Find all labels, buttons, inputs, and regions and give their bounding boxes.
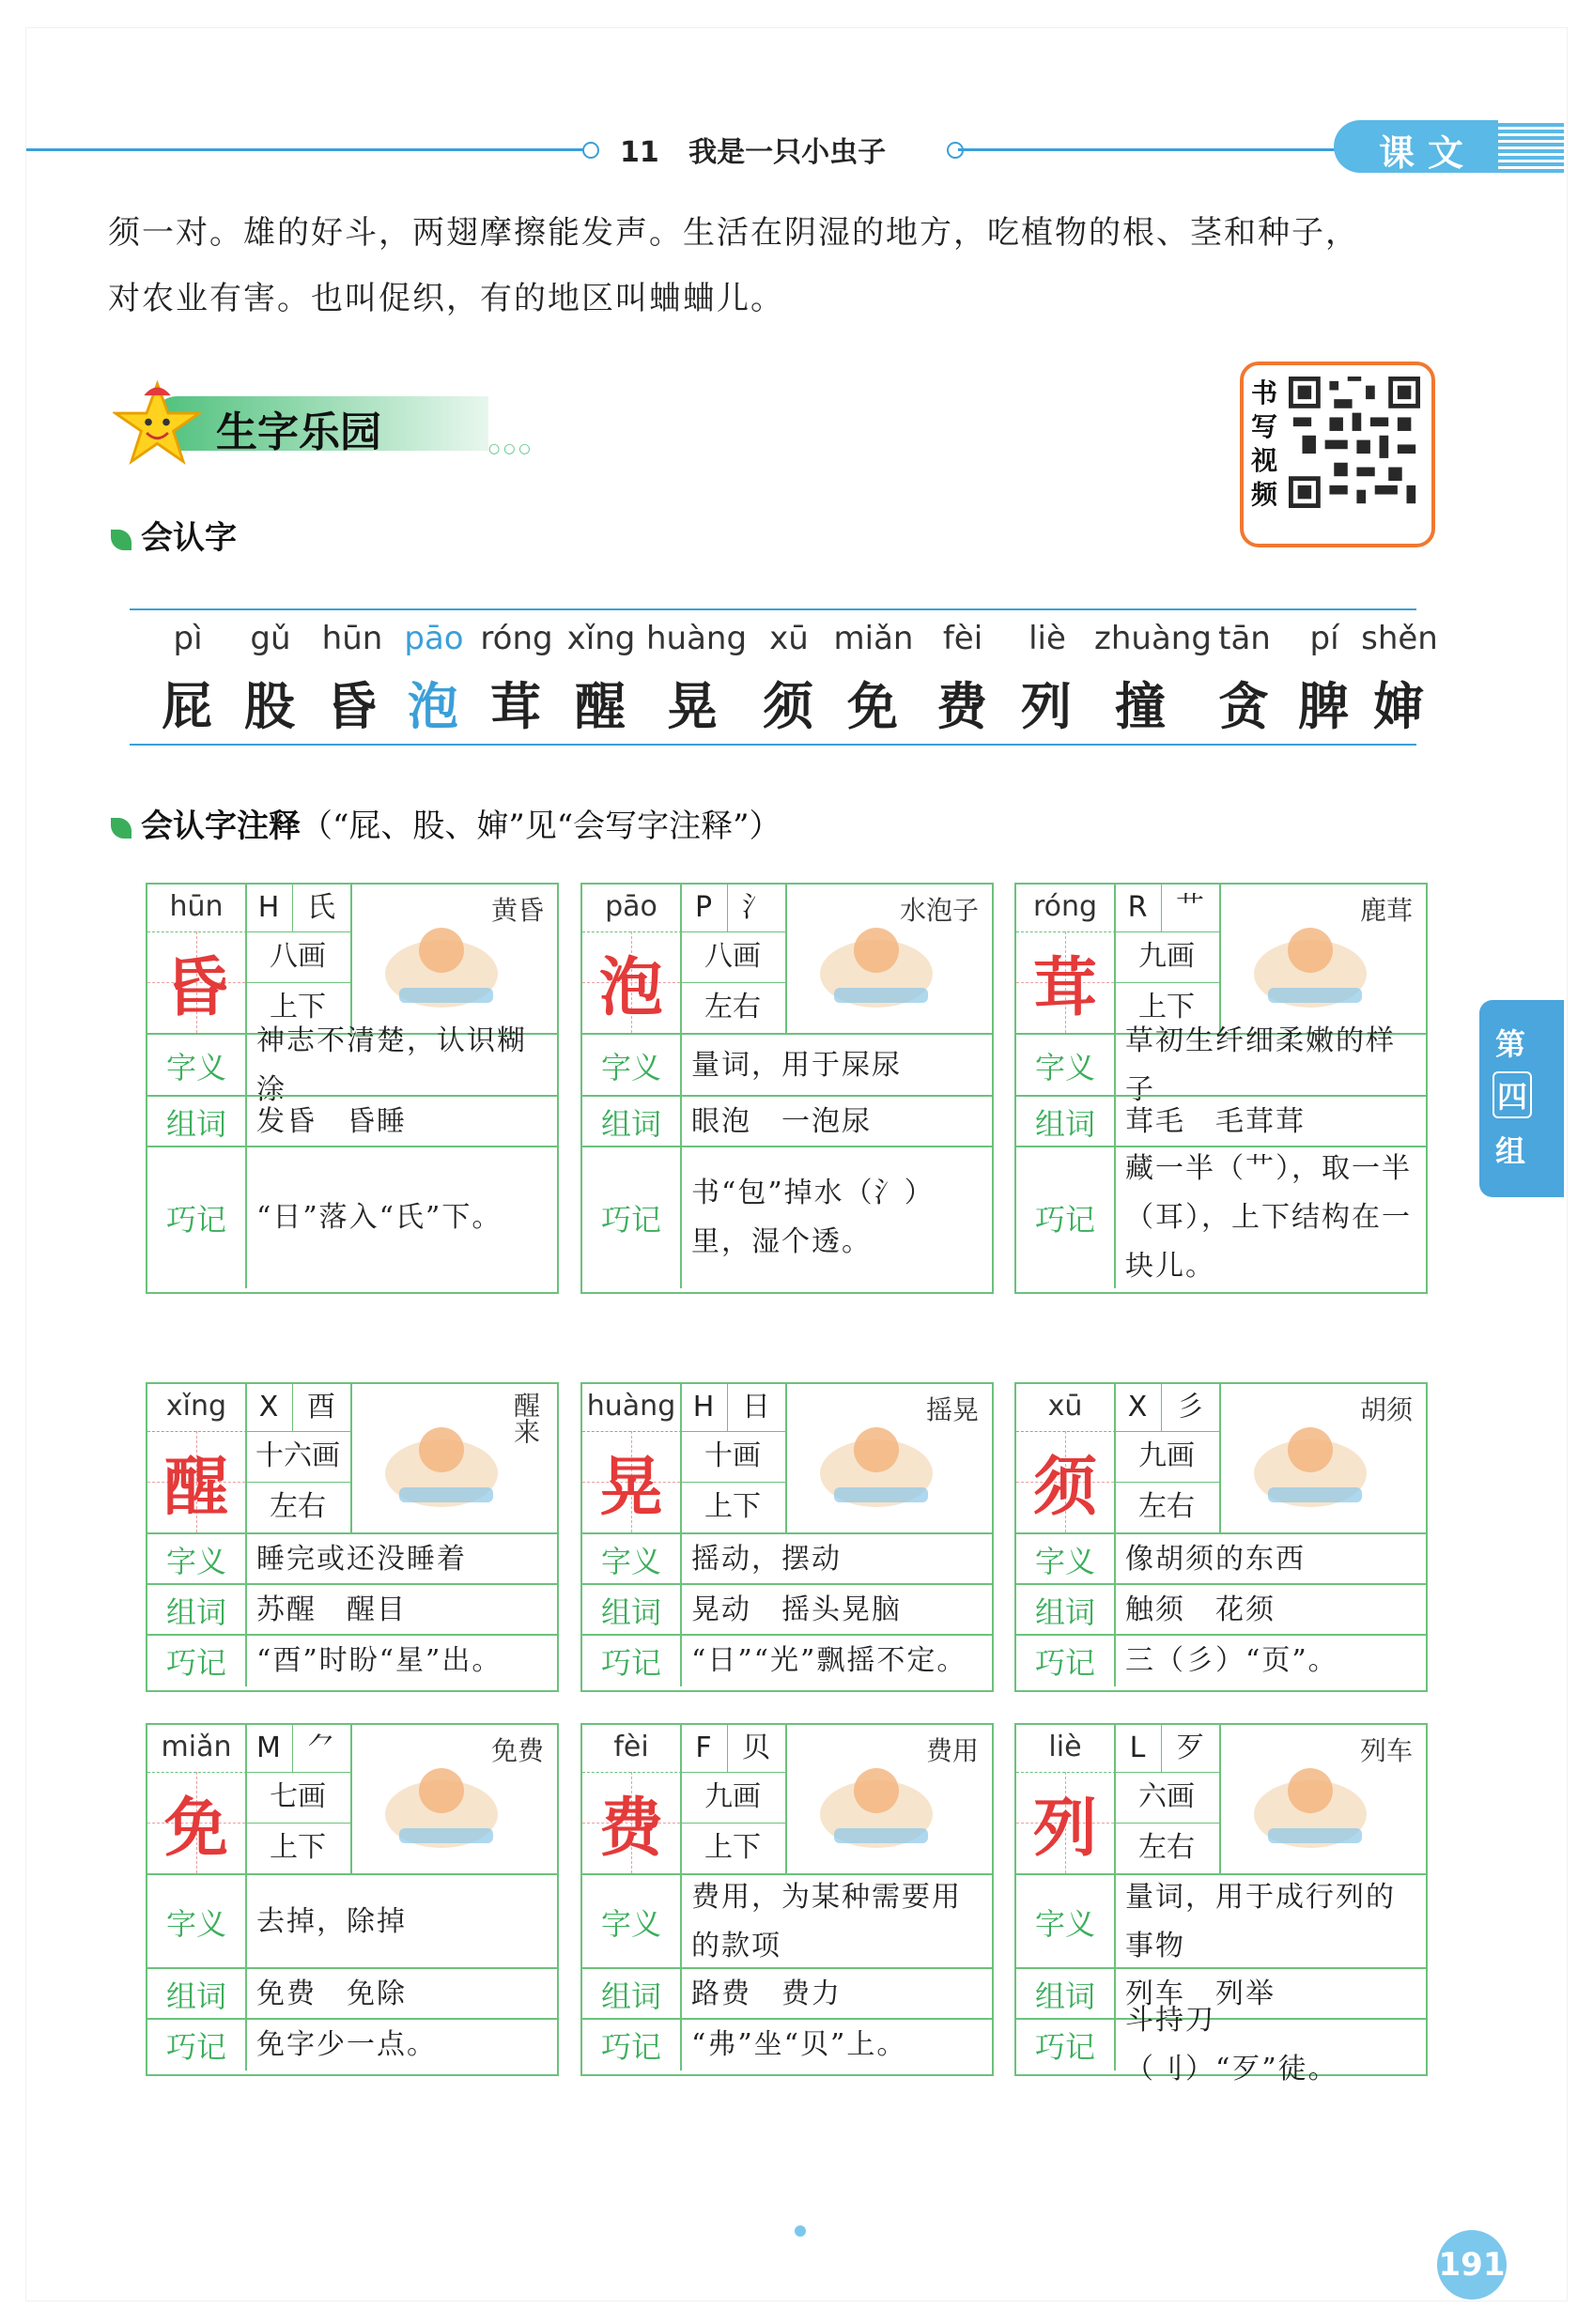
- intro-line-2: 对农业有害。也叫促织，有的地区叫蛐蛐儿。: [108, 280, 784, 317]
- card-pinyin: fèi: [582, 1725, 682, 1773]
- swinging-boy-icon: [787, 1384, 992, 1532]
- card-radical: ⺈: [292, 1725, 352, 1773]
- row-text: 神志不清楚，认识糊涂: [256, 1024, 527, 1106]
- row-text: 列车 列举: [1125, 1978, 1276, 2010]
- row-text: “日”“光”飘摇不定。: [691, 1644, 967, 1677]
- card-strokes: 七画: [245, 1772, 352, 1824]
- card-radical: 彡: [1161, 1384, 1221, 1432]
- row-label: 组词: [1016, 1969, 1116, 2020]
- card-row-meaning: [582, 1532, 992, 1585]
- card-strokes: 九画: [680, 1772, 787, 1824]
- hanzi: 婶: [1373, 676, 1426, 736]
- shop-icon: [352, 1725, 557, 1873]
- card-pinyin: miǎn: [147, 1725, 247, 1773]
- intro-line-1: 须一对。雄的好斗，两翅摩擦能发声。生活在阴湿的地方，吃植物的根、茎和种子，: [108, 214, 1359, 252]
- row-label: 组词: [147, 1585, 247, 1636]
- row-label: 组词: [582, 1097, 682, 1147]
- illustration-caption: 列车: [1359, 1735, 1413, 1766]
- illustration-caption: 免费: [490, 1735, 544, 1766]
- hanzi: 列: [1021, 676, 1074, 736]
- row-label: 组词: [1016, 1585, 1116, 1636]
- pinyin: pí: [1309, 620, 1339, 657]
- row-label: 字义: [147, 1534, 247, 1585]
- card-structure: 上下: [1114, 982, 1221, 1033]
- card-initial: R: [1114, 885, 1162, 932]
- card-row-meaning: [1016, 1873, 1426, 1969]
- row-label: 组词: [582, 1585, 682, 1636]
- side-tab-text-3: 组: [1494, 1133, 1525, 1169]
- character-card: [580, 1723, 994, 2076]
- illustration-caption: 摇晃: [925, 1394, 979, 1425]
- pinyin: liè: [1028, 620, 1066, 657]
- card-character: 列: [1016, 1772, 1116, 1873]
- card-radical: 歹: [1161, 1725, 1221, 1773]
- row-label: 组词: [147, 1969, 247, 2020]
- character-item: [1353, 620, 1446, 739]
- card-character: 醒: [147, 1431, 247, 1532]
- row-label: 字义: [1016, 1875, 1116, 1969]
- water-splash-icon: [787, 885, 992, 1033]
- card-initial: X: [1114, 1384, 1162, 1432]
- row-label: 巧记: [582, 1636, 682, 1686]
- card-structure: 左右: [245, 1482, 352, 1532]
- illustration-caption: 黄昏: [490, 895, 544, 926]
- header-dot-left: [582, 142, 599, 159]
- hanzi: 泡: [408, 676, 460, 736]
- character-item: [742, 620, 836, 739]
- row-text: 草初生纤细柔嫩的样子: [1125, 1024, 1396, 1106]
- side-tab-text-2: 四: [1492, 1071, 1532, 1118]
- pinyin: xǐng: [566, 620, 636, 657]
- character-item: [387, 620, 481, 739]
- card-row-words: [1016, 1583, 1426, 1636]
- card-structure: 左右: [1114, 1482, 1221, 1532]
- card-pinyin: xǐng: [147, 1384, 247, 1432]
- lesson-title: 11 我是一只小虫子: [620, 136, 887, 169]
- card-row-words: [582, 1095, 992, 1147]
- row-text: 触须 花须: [1125, 1593, 1276, 1626]
- row-text: 费用，为某种需要用的款项: [691, 1881, 962, 1962]
- card-pinyin: xū: [1016, 1384, 1116, 1432]
- card-initial: X: [245, 1384, 293, 1432]
- row-label: 组词: [147, 1097, 247, 1147]
- card-radical: 贝: [727, 1725, 787, 1773]
- card-structure: 上下: [245, 982, 352, 1033]
- card-row-mnemonic: [147, 2018, 557, 2070]
- character-item: [1000, 620, 1094, 739]
- hanzi: 茸: [490, 676, 543, 736]
- card-strokes: 八画: [245, 931, 352, 983]
- card-pinyin: liè: [1016, 1725, 1116, 1773]
- character-item: [554, 620, 648, 739]
- row-text: 茸毛 毛茸茸: [1125, 1105, 1306, 1138]
- card-character: 茸: [1016, 931, 1116, 1033]
- row-text: 免费 免除: [256, 1978, 407, 2010]
- pinyin: hūn: [321, 620, 383, 657]
- card-radical: 日: [727, 1384, 787, 1432]
- section-dots: ○○○: [488, 441, 534, 456]
- pinyin: pì: [173, 620, 203, 657]
- section-tab: 课文: [1334, 120, 1564, 173]
- card-pinyin: huàng: [582, 1384, 682, 1432]
- card-row-meaning: [582, 1873, 992, 1969]
- row-text: “酉”时盼“星”出。: [256, 1644, 503, 1677]
- card-character: 晃: [582, 1431, 682, 1532]
- header-rule-right: [958, 148, 1343, 151]
- deer-icon: [1221, 885, 1426, 1033]
- row-label: 字义: [582, 1875, 682, 1969]
- card-initial: L: [1114, 1725, 1162, 1773]
- card-row-mnemonic: [582, 2018, 992, 2070]
- character-item: [646, 620, 748, 739]
- card-structure: 上下: [680, 1482, 787, 1532]
- card-row-mnemonic: [1016, 1634, 1426, 1686]
- card-row-mnemonic: [582, 1634, 992, 1686]
- bearded-man-icon: [1221, 1384, 1426, 1532]
- row-label: 巧记: [1016, 1147, 1116, 1288]
- character-card: [1014, 883, 1428, 1294]
- section-title: 生字乐园: [216, 408, 381, 456]
- row-text: 摇动，摆动: [691, 1543, 842, 1576]
- hanzi: 免: [847, 676, 900, 736]
- card-row-words: [147, 1095, 557, 1147]
- pinyin: huàng: [646, 620, 748, 657]
- row-label: 字义: [582, 1035, 682, 1097]
- pinyin: shěn: [1361, 620, 1438, 657]
- card-structure: 左右: [680, 982, 787, 1033]
- bottom-dot: [795, 2225, 806, 2237]
- row-text: 苏醒 醒目: [256, 1593, 407, 1626]
- row-label: 巧记: [1016, 1636, 1116, 1686]
- pinyin: miǎn: [833, 620, 914, 657]
- card-row-meaning: [147, 1873, 557, 1969]
- card-structure: 上下: [680, 1823, 787, 1873]
- row-text: 三（彡）“页”。: [1125, 1644, 1338, 1677]
- card-strokes: 十画: [680, 1431, 787, 1483]
- card-row-mnemonic: [582, 1146, 992, 1288]
- character-card: [146, 1723, 559, 2076]
- row-text: 量词，用于屎尿: [691, 1049, 902, 1082]
- hanzi: 醒: [575, 676, 627, 736]
- card-pinyin: pāo: [582, 885, 682, 932]
- pinyin: pāo: [404, 620, 464, 657]
- character-card: [580, 1382, 994, 1692]
- strip-rule-bottom: [130, 744, 1416, 746]
- character-card: [146, 883, 559, 1294]
- row-text: 睡完或还没睡着: [256, 1543, 467, 1576]
- illustration-caption: 费用: [925, 1735, 979, 1766]
- row-text: 去掉，除掉: [256, 1905, 407, 1938]
- hanzi: 晃: [667, 676, 719, 736]
- card-radical: 氏: [292, 885, 352, 932]
- row-label: 巧记: [147, 1147, 247, 1288]
- card-row-meaning: [582, 1033, 992, 1097]
- row-text: 书“包”掉水（氵）里，湿个透。: [691, 1177, 935, 1258]
- hanzi: 贪: [1218, 676, 1271, 736]
- section-banner: [113, 385, 534, 458]
- sunset-icon: [352, 885, 557, 1033]
- character-item: [827, 620, 920, 739]
- row-label: 字义: [1016, 1035, 1116, 1097]
- row-text: 晃动 摇头晃脑: [691, 1593, 902, 1626]
- card-row-meaning: [1016, 1532, 1426, 1585]
- row-text: 发昏 昏睡: [256, 1105, 407, 1138]
- card-row-meaning: [1016, 1024, 1426, 1106]
- row-text: “日”落入“氏”下。: [256, 1201, 503, 1234]
- row-label: 巧记: [1016, 2020, 1116, 2070]
- row-text: “弗”坐“贝”上。: [691, 2028, 907, 2061]
- card-initial: H: [680, 1384, 728, 1432]
- page-number: 191: [1437, 2230, 1507, 2300]
- character-card: [1014, 1723, 1428, 2085]
- character-item: [305, 620, 399, 739]
- row-label: 字义: [147, 1875, 247, 1969]
- pinyin: fèi: [942, 620, 983, 657]
- card-row-mnemonic: [1016, 1146, 1426, 1288]
- card-character: 费: [582, 1772, 682, 1873]
- character-item: [1094, 620, 1212, 739]
- illustration-caption: 水泡子: [899, 895, 979, 926]
- side-tab-text-1: 第: [1494, 1026, 1525, 1062]
- card-character: 免: [147, 1772, 247, 1873]
- illustration-caption: 醒来: [510, 1392, 541, 1444]
- hanzi: 须: [763, 676, 815, 736]
- qr-label: 书写视频: [1251, 377, 1278, 510]
- card-strokes: 九画: [1114, 931, 1221, 983]
- character-item: [470, 620, 564, 739]
- train-icon: [1221, 1725, 1426, 1873]
- pinyin: tān: [1218, 620, 1271, 657]
- row-label: 字义: [1016, 1534, 1116, 1585]
- qr-video-box[interactable]: [1240, 362, 1435, 547]
- card-radical: 氵: [727, 885, 787, 932]
- hanzi: 撞: [1115, 676, 1168, 736]
- pinyin: xū: [769, 620, 809, 657]
- hanzi: 股: [244, 676, 297, 736]
- card-row-meaning: [147, 1532, 557, 1585]
- hanzi: 昏: [326, 676, 379, 736]
- card-structure: 左右: [1114, 1823, 1221, 1873]
- card-strokes: 九画: [1114, 1431, 1221, 1483]
- row-text: 斗持刀（刂）“歹”徒。: [1125, 2004, 1338, 2085]
- qr-code-icon[interactable]: [1289, 377, 1420, 508]
- card-character: 须: [1016, 1431, 1116, 1532]
- star-icon: [113, 379, 202, 469]
- row-label: 巧记: [582, 1147, 682, 1288]
- row-text: 免字少一点。: [256, 2028, 437, 2061]
- subhead-recognize: 会认字: [111, 512, 237, 558]
- character-item: [141, 620, 235, 739]
- character-card: [146, 1382, 559, 1692]
- subhead-notes: 会认字注释（“屁、股、婶”见“会写字注释”）: [111, 800, 781, 846]
- bills-boy-icon: [787, 1725, 992, 1873]
- card-character: 昏: [147, 931, 247, 1033]
- row-text: 像胡须的东西: [1125, 1543, 1306, 1576]
- hanzi: 脾: [1298, 676, 1351, 736]
- leaf-icon: [111, 818, 131, 839]
- card-strokes: 十六画: [245, 1431, 352, 1483]
- strip-rule-top: [130, 608, 1416, 610]
- card-radical: 酉: [292, 1384, 352, 1432]
- row-text: 量词，用于成行列的事物: [1125, 1881, 1396, 1962]
- card-initial: F: [680, 1725, 728, 1773]
- card-row-words: [147, 1967, 557, 2020]
- row-label: 字义: [147, 1035, 247, 1097]
- row-label: 巧记: [147, 2020, 247, 2070]
- hanzi: 屁: [162, 676, 214, 736]
- row-label: 组词: [582, 1969, 682, 2020]
- card-row-words: [1016, 1095, 1426, 1147]
- row-label: 巧记: [582, 2020, 682, 2070]
- waking-child-icon: [352, 1384, 557, 1532]
- row-label: 巧记: [147, 1636, 247, 1686]
- pinyin: zhuàng: [1094, 620, 1212, 657]
- card-row-mnemonic: [1016, 2004, 1426, 2085]
- card-initial: H: [245, 885, 293, 932]
- card-strokes: 六画: [1114, 1772, 1221, 1824]
- card-pinyin: hūn: [147, 885, 247, 932]
- card-row-words: [582, 1583, 992, 1636]
- character-item: [224, 620, 317, 739]
- row-label: 组词: [1016, 1097, 1116, 1147]
- card-row-mnemonic: [147, 1634, 557, 1686]
- character-card: [1014, 1382, 1428, 1692]
- header-rule-left: [26, 148, 590, 151]
- pinyin: gǔ: [250, 620, 291, 657]
- character-item: [916, 620, 1010, 739]
- pinyin: róng: [480, 620, 553, 657]
- card-row-meaning: [147, 1024, 557, 1106]
- card-row-words: [147, 1583, 557, 1636]
- row-text: 藏一半（艹），取一半（耳），上下结构在一块儿。: [1125, 1152, 1412, 1283]
- card-structure: 上下: [245, 1823, 352, 1873]
- row-label: 字义: [582, 1534, 682, 1585]
- card-initial: P: [680, 885, 728, 932]
- card-initial: M: [245, 1725, 293, 1773]
- character-card: [580, 883, 994, 1294]
- card-radical: 艹: [1161, 885, 1221, 932]
- card-row-mnemonic: [147, 1146, 557, 1288]
- unit-side-tab: [1479, 1000, 1564, 1197]
- illustration-caption: 胡须: [1359, 1394, 1413, 1425]
- card-strokes: 八画: [680, 931, 787, 983]
- card-row-words: [582, 1967, 992, 2020]
- card-pinyin: róng: [1016, 885, 1116, 932]
- hanzi: 费: [936, 676, 989, 736]
- row-text: 路费 费力: [691, 1978, 842, 2010]
- row-text: 眼泡 一泡尿: [691, 1105, 872, 1138]
- illustration-caption: 鹿茸: [1359, 895, 1413, 926]
- leaf-icon: [111, 530, 131, 550]
- card-character: 泡: [582, 931, 682, 1033]
